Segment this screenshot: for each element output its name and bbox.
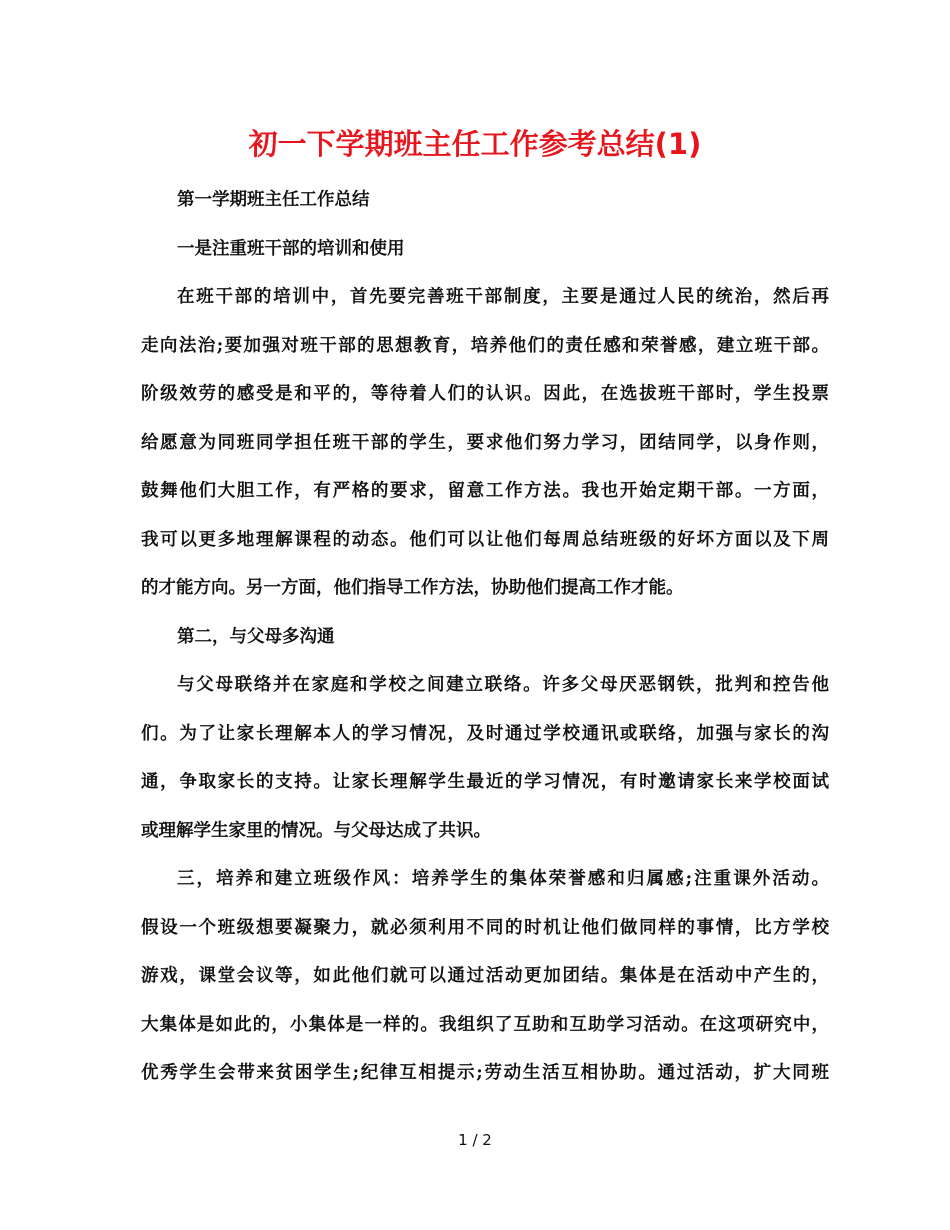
text-line: 给愿意为同班同学担任班干部的学生，要求他们努力学习，团结同学，以身作则， xyxy=(141,432,829,453)
text-line: 第二，与父母多沟通 xyxy=(177,626,335,647)
text-line: 优秀学生会带来贫困学生;纪律互相提示;劳动生活互相协助。通过活动，扩大同班 xyxy=(141,1063,829,1083)
document-title: 初一下学期班主任工作参考总结(1) xyxy=(248,127,702,161)
text-line: 大集体是如此的，小集体是一样的。我组织了互助和互助学习活动。在这项研究中， xyxy=(141,1014,829,1035)
paragraph xyxy=(141,176,829,225)
text-line: 与父母联络并在家庭和学校之间建立联络。许多父母厌恶钢铁，批判和控告他 xyxy=(177,675,829,695)
text-line: 走向法治;要加强对班干部的思想教育，培养他们的责任感和荣誉感，建立班干部。 xyxy=(141,335,829,356)
text-line: 三，培养和建立班级作风：培养学生的集体荣誉感和归属感;注重课外活动。 xyxy=(177,869,829,889)
text-line: 在班干部的培训中，首先要完善班干部制度，主要是通过人民的统治，然后再 xyxy=(177,287,829,307)
text-line: 通，争取家长的支持。让家长理解学生最近的学习情况，有时邀请家长来学校面试 xyxy=(141,772,829,792)
text-line: 阶级效劳的感受是和平的，等待着人们的认识。因此，在选拔班干部时，学生投票 xyxy=(141,384,829,404)
page-number: 1 / 2 xyxy=(458,1131,492,1149)
text-line: 们。为了让家长理解本人的学习情况，及时通过学校通讯或联络，加强与家长的沟 xyxy=(141,723,829,744)
text-line: 的才能方向。另一方面，他们指导工作方法，协助他们提高工作才能。 xyxy=(141,578,684,598)
text-line: 一是注重班干部的培训和使用 xyxy=(177,238,405,259)
text-line: 我可以更多地理解课程的动态。他们可以让他们每周总结班级的好坏方面以及下周 xyxy=(141,529,829,550)
paragraph xyxy=(141,273,829,613)
paragraph xyxy=(141,613,829,662)
text-line: 假设一个班级想要凝聚力，就必须利用不同的时机让他们做同样的事情，比方学校 xyxy=(141,917,829,938)
paragraph xyxy=(141,855,829,1098)
text-line: 或理解学生家里的情况。与父母达成了共识。 xyxy=(141,820,491,841)
text-line: 游戏，课堂会议等，如此他们就可以通过活动更加团结。集体是在活动中产生的， xyxy=(141,966,829,986)
document-body xyxy=(141,176,829,1098)
text-line: 第一学期班主任工作总结 xyxy=(177,190,370,210)
paragraph xyxy=(141,661,829,855)
text-line: 鼓舞他们大胆工作，有严格的要求，留意工作方法。我也开始定期干部。一方面， xyxy=(141,481,829,501)
paragraph xyxy=(141,225,829,274)
